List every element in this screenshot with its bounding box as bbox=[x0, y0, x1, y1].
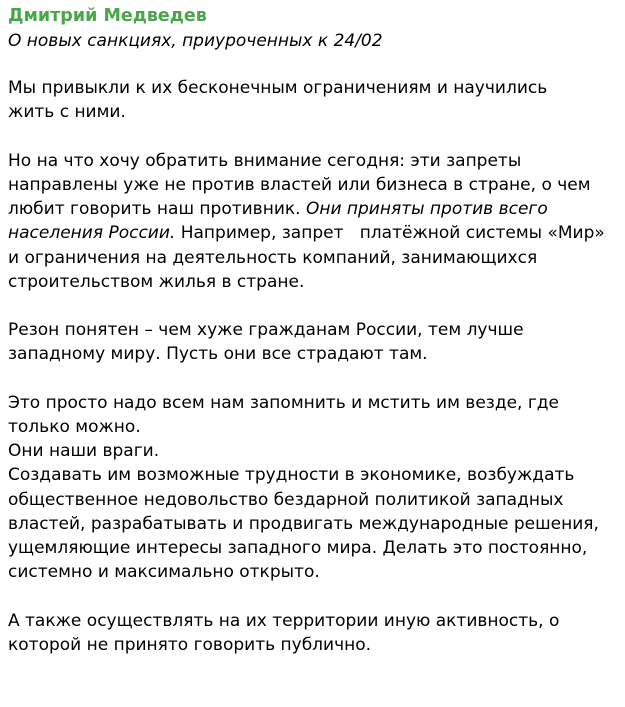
paragraph-gap bbox=[8, 367, 615, 391]
message-body bbox=[8, 52, 615, 657]
text-line: которой не принято говорить публично. bbox=[8, 634, 372, 655]
text-line: Создавать им возможные трудности в экономике, возбуждать bbox=[8, 465, 575, 486]
text-line: Но на что хочу обратить внимание сегодня: эти запреты bbox=[8, 150, 522, 171]
text-line: А также осуществлять на их территории иную активность, о bbox=[8, 610, 560, 631]
text-line: Это просто надо всем нам запомнить и мстить им везде, где bbox=[8, 392, 559, 413]
text-line: общественное недовольство бездарной политикой западных bbox=[8, 489, 564, 510]
post-subtitle: О новых санкциях, приуроченных к 24/02 bbox=[8, 31, 383, 51]
text-line: ущемляющие интересы западного мира. Делать это постоянно, bbox=[8, 538, 588, 558]
text-line: Они наши враги. bbox=[8, 441, 160, 462]
text-line: и ограничения на деятельность компаний, занимающихся bbox=[8, 247, 538, 268]
text-line: строительством жилья в стране. bbox=[8, 271, 305, 292]
text-line: жить с ними. bbox=[8, 102, 126, 123]
text-line: властей, разрабатывать и продвигать международные решения, bbox=[8, 513, 599, 534]
italic-fragment: Они приняты против всего bbox=[305, 199, 548, 220]
text-fragment: Например, запрет платёжной системы «Мир» bbox=[175, 223, 605, 244]
text-line bbox=[8, 197, 615, 221]
text-line: системно и максимально открыто. bbox=[8, 562, 320, 583]
paragraph-gap bbox=[8, 52, 615, 76]
text-fragment: любит говорить наш противник. bbox=[8, 199, 306, 220]
text-line: только можно. bbox=[8, 416, 141, 437]
text-line: направлены уже не против властей или бизнеса в стране, о чем bbox=[8, 174, 591, 195]
text-line: Мы привыкли к их бесконечным ограничениям и научились bbox=[8, 78, 548, 99]
paragraph-gap bbox=[8, 125, 615, 149]
text-line: Резон понятен – чем хуже гражданам России, тем лучше bbox=[8, 320, 524, 341]
italic-fragment: населения России. bbox=[8, 223, 176, 244]
paragraph-gap bbox=[8, 584, 615, 608]
author-name[interactable]: Дмитрий Медведев bbox=[8, 6, 207, 26]
paragraph-gap bbox=[8, 294, 615, 318]
text-line: западному миру. Пусть они все страдают там. bbox=[8, 344, 428, 365]
text-line bbox=[8, 221, 615, 245]
